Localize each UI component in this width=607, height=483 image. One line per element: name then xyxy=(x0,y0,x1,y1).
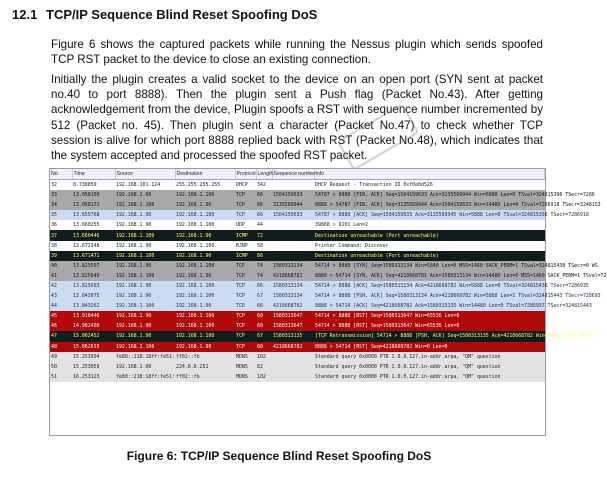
packet-cell: TCP xyxy=(235,311,256,321)
packet-cell: 1580313135 xyxy=(272,331,314,341)
packet-cell: 13.660255 xyxy=(72,220,115,230)
packet-cell: 66 xyxy=(256,200,272,210)
packet-cell: 192.168.1.90 xyxy=(115,241,175,251)
packet-cell: 67 xyxy=(256,291,272,301)
packet-cell: 36 xyxy=(50,220,72,230)
packet-cell: 8.738859 xyxy=(72,180,115,191)
packet-cell: 54714 > 8888 [PSH, ACK] Seq=1580313134 Ack=4218668782 Win=5888 Len=1 TSval=324815443 TSecr=728693 xyxy=(314,291,545,301)
packet-row[interactable] xyxy=(50,190,545,200)
section-number: 12.1 xyxy=(12,7,38,22)
packet-cell: TCP xyxy=(235,210,256,220)
column-header[interactable]: Source xyxy=(115,169,175,180)
packet-cell xyxy=(272,230,314,240)
packet-cell: TCP xyxy=(235,301,256,311)
packet-cell: 54714 > 8888 [ACK] Seq=1580313134 Ack=4218668782 Win=5888 Len=0 TSval=324815438 TSecr=7286935 xyxy=(314,281,545,291)
packet-cell: ff02::fb xyxy=(175,352,235,362)
column-header[interactable]: Info xyxy=(314,169,545,180)
packet-cell: Destination unreachable (Port unreachable) xyxy=(314,251,545,261)
packet-cell: TCP xyxy=(235,291,256,301)
packet-cell: 3135569944 xyxy=(272,200,314,210)
packet-cell: Destination unreachable (Port unreachable) xyxy=(314,230,545,240)
packet-list-header xyxy=(50,169,545,180)
packet-cell: 192.168.1.90 xyxy=(115,261,175,271)
packet-cell: 42 xyxy=(50,281,72,291)
packet-cell: 15.253059 xyxy=(72,362,115,372)
packet-cell: UDP xyxy=(235,220,256,230)
packet-cell: 44 xyxy=(256,220,272,230)
packet-cell: 192.168.1.90 xyxy=(115,331,175,341)
packet-cell: 1580313134 xyxy=(272,281,314,291)
packet-cell: 192.168.1.100 xyxy=(175,190,235,200)
packet-cell: 192.168.1.100 xyxy=(115,200,175,210)
packet-cell: 192.168.1.90 xyxy=(115,311,175,321)
packet-cell: TCP xyxy=(235,190,256,200)
packet-cell: 1580313134 xyxy=(272,291,314,301)
column-header[interactable]: Protocol xyxy=(235,169,256,180)
packet-cell: 13.660446 xyxy=(72,230,115,240)
packet-cell: 13.671348 xyxy=(72,241,115,251)
packet-cell: 192.168.1.90 xyxy=(115,220,175,230)
figure-caption: Figure 6: TCP/IP Sequence Blind Reset Spoofing DoS xyxy=(126,449,432,463)
packet-cell: 192.168.1.100 xyxy=(115,271,175,281)
packet-row[interactable] xyxy=(50,281,545,291)
packet-cell: 192.168.1.90 xyxy=(115,190,175,200)
packet-cell: TCP xyxy=(235,271,256,281)
packet-cell: 82 xyxy=(256,362,272,372)
packet-cell: 60 xyxy=(256,311,272,321)
packet-row[interactable] xyxy=(50,251,545,261)
packet-cell: ICMP xyxy=(235,230,256,240)
packet-cell: 74 xyxy=(256,271,272,281)
packet-cell: 15.062452 xyxy=(72,331,115,341)
column-header[interactable]: Time xyxy=(72,169,115,180)
packet-cell: 192.168.1.100 xyxy=(115,251,175,261)
packet-row[interactable] xyxy=(50,301,545,311)
packet-cell: 38 xyxy=(50,241,72,251)
packet-cell: 192.168.1.90 xyxy=(175,251,235,261)
packet-cell: 13.825645 xyxy=(72,271,115,281)
packet-row[interactable] xyxy=(50,331,545,341)
packet-cell: 1504159633 xyxy=(272,210,314,220)
packet-cell: 192.168.1.100 xyxy=(175,281,235,291)
packet-cell: 192.168.1.100 xyxy=(115,342,175,352)
packet-cell: 54787 > 8888 [ACK] Seq=1504159633 Ack=3135569945 Win=5888 Len=0 TSval=324815396 TSecr=7286918 xyxy=(314,210,545,220)
packet-row[interactable] xyxy=(50,200,545,210)
packet-cell: 66 xyxy=(256,301,272,311)
column-header[interactable]: No. xyxy=(50,169,72,180)
packet-row[interactable] xyxy=(50,291,545,301)
packet-cell: 13.655768 xyxy=(72,210,115,220)
packet-cell: 49 xyxy=(50,352,72,362)
packet-cell: 255.255.255.255 xyxy=(175,180,235,191)
packet-cell: 39868 > 9101 Len=2 xyxy=(314,220,545,230)
column-header[interactable]: Destination xyxy=(175,169,235,180)
packet-cell: 8888 > 54787 [FIN, ACK] Seq=3135569944 Ack=1504159633 Win=14480 Len=0 TSval=7286918 TSecr=3248153 xyxy=(314,200,545,210)
packet-cell: ICMP xyxy=(235,251,256,261)
packet-cell: 43 xyxy=(50,291,72,301)
packet-cell: 54714 > 8888 [RST] Seq=1580313647 Win=65536 Len=0 xyxy=(314,311,545,321)
packet-cell xyxy=(272,180,314,191)
packet-row[interactable] xyxy=(50,210,545,220)
packet-cell: 102 xyxy=(256,372,272,382)
packet-cell: 192.168.1.90 xyxy=(175,200,235,210)
packet-row[interactable] xyxy=(50,352,545,362)
packet-cell: 13.843262 xyxy=(72,301,115,311)
packet-cell: 35 xyxy=(50,210,72,220)
packet-cell: 224.0.0.251 xyxy=(175,362,235,372)
packet-cell xyxy=(272,352,314,362)
packet-cell: 1580313647 xyxy=(272,311,314,321)
packet-cell: ff02::fb xyxy=(175,372,235,382)
packet-cell: 14.982408 xyxy=(72,321,115,331)
packet-cell: DHCP xyxy=(235,180,256,191)
packet-capture-screenshot xyxy=(49,168,607,436)
packet-cell: 102 xyxy=(256,352,272,362)
packet-row[interactable] xyxy=(50,362,545,372)
packet-cell: 74 xyxy=(256,261,272,271)
packet-cell: 45 xyxy=(50,311,72,321)
packet-cell: MDNS xyxy=(235,362,256,372)
packet-cell: 4218668782 xyxy=(272,342,314,352)
packet-cell: 41 xyxy=(50,271,72,281)
packet-cell: [TCP Retransmission] 54714 > 8888 [PSH, ACK] Seq=1580313135 Ack=4218668782 Win=5888 Len=1 TSval= xyxy=(314,331,545,341)
packet-cell: fe80::218:18ff:fe51: xyxy=(115,352,175,362)
packet-cell: 34 xyxy=(50,200,72,210)
packet-cell: 60 xyxy=(256,321,272,331)
packet-cell: 16.253123 xyxy=(72,372,115,382)
packet-cell: 192.168.1.100 xyxy=(115,230,175,240)
packet-cell: 192.168.1.100 xyxy=(175,210,235,220)
packet-cell: 1504159633 xyxy=(272,190,314,200)
packet-row[interactable] xyxy=(50,372,545,382)
packet-cell xyxy=(272,241,314,251)
packet-row[interactable] xyxy=(50,342,545,352)
packet-cell: 60 xyxy=(256,342,272,352)
column-header[interactable]: Sequence number xyxy=(272,169,314,180)
packet-cell: 192.168.1.100 xyxy=(175,241,235,251)
packet-row[interactable] xyxy=(50,261,545,271)
packet-cell: 50 xyxy=(50,362,72,372)
packet-cell: 8888 > 54714 [SYN, ACK] Seq=4218668781 Ack=1580313134 Win=14480 Len=0 MSS=1460 SACK_PERM=1 TSval=72 xyxy=(314,271,545,281)
packet-cell: 13.825597 xyxy=(72,261,115,271)
packet-cell: 32 xyxy=(50,180,72,191)
packet-cell: 192.168.1.100 xyxy=(115,301,175,311)
packet-cell: TCP xyxy=(235,321,256,331)
packet-cell: DHCP Request - Transaction ID 0xf0e0d526 xyxy=(314,180,545,191)
packet-cell: Standard query 0x0000 PTR 1.0.0.127.in-addr.arpa, "QM" question xyxy=(314,362,545,372)
packet-cell: fe80::218:18ff:fe51: xyxy=(115,372,175,382)
packet-cell: TCP xyxy=(235,342,256,352)
packet-cell: 192.168.1.100 xyxy=(175,331,235,341)
packet-cell: TCP xyxy=(235,200,256,210)
column-header[interactable]: Length xyxy=(256,169,272,180)
packet-cell: 192.168.1.90 xyxy=(115,362,175,372)
packet-cell: 58 xyxy=(256,241,272,251)
packet-cell: 13.058171 xyxy=(72,200,115,210)
packet-cell: 66 xyxy=(256,281,272,291)
packet-cell: 33 xyxy=(50,190,72,200)
packet-cell xyxy=(272,362,314,372)
packet-cell: 192.168.1.90 xyxy=(175,271,235,281)
packet-cell: 40 xyxy=(50,261,72,271)
packet-cell: BJNP xyxy=(235,241,256,251)
packet-cell: 13.825683 xyxy=(72,281,115,291)
packet-cell: 67 xyxy=(256,331,272,341)
packet-list-table xyxy=(50,169,607,382)
packet-row[interactable] xyxy=(50,271,545,281)
packet-cell: 48 xyxy=(50,342,72,352)
packet-cell: 192.168.1.100 xyxy=(175,261,235,271)
packet-cell: TCP xyxy=(235,331,256,341)
packet-cell: 4218668782 xyxy=(272,301,314,311)
packet-cell: 192.168.1.100 xyxy=(175,321,235,331)
packet-cell: TCP xyxy=(235,281,256,291)
packet-cell: Standard query 0x0000 PTR 1.0.0.127.in-addr.arpa, "QM" question xyxy=(314,352,545,362)
packet-row[interactable] xyxy=(50,311,545,321)
packet-cell xyxy=(272,372,314,382)
packet-cell: 44 xyxy=(50,301,72,311)
packet-cell: 4218668781 xyxy=(272,271,314,281)
packet-cell: 192.168.101.124 xyxy=(115,180,175,191)
packet-cell: 192.168.1.100 xyxy=(175,220,235,230)
packet-cell: 15.253994 xyxy=(72,352,115,362)
packet-row[interactable] xyxy=(50,220,545,230)
packet-cell: 46 xyxy=(50,321,72,331)
packet-row[interactable] xyxy=(50,180,545,191)
packet-cell: 192.168.1.90 xyxy=(175,230,235,240)
packet-cell: 13.918446 xyxy=(72,311,115,321)
packet-cell: 54714 > 8888 [SYN] Seq=1580313134 Win=5840 Len=0 MSS=1460 SACK_PERM=1 TSval=324815438 TSecr=0 WS xyxy=(314,261,545,271)
packet-cell: 54787 > 8888 [FIN, ACK] Seq=1504159633 Ack=3135569944 Win=5888 Len=0 TSval=324815396 TSecr=7286 xyxy=(314,190,545,200)
packet-cell: 192.168.1.90 xyxy=(115,210,175,220)
packet-cell: 8888 > 54714 [RST] Seq=4218668782 Win=0 Len=0 xyxy=(314,342,545,352)
packet-cell: 72 xyxy=(256,230,272,240)
packet-list-body xyxy=(50,180,607,382)
explanation-paragraph: Initially the plugin creates a valid socket to the device on an open port (SYN sent at packet no.40 to port 8888). Then the plugin sent a Push flag (Packet No.43). After getting acknowledgement from the device, Plugin spoofs a RST with sequence number incremented by 512 (Packet no. 45). Then plugin sent a character (Packet No.47) to check whether TCP session is alive for which port 8888 replied back with RST (Packet No.48), which indicates that the system accepted and processed the spoofed RST packet. xyxy=(51,73,543,163)
packet-cell: MDNS xyxy=(235,372,256,382)
packet-cell: 15.062655 xyxy=(72,342,115,352)
packet-cell: 54714 > 8888 [RST] Seq=1580313647 Win=65536 Len=0 xyxy=(314,321,545,331)
packet-cell: 51 xyxy=(50,372,72,382)
packet-cell: 192.168.1.100 xyxy=(175,291,235,301)
section-heading xyxy=(12,7,317,22)
packet-cell: 1580313134 xyxy=(272,261,314,271)
intro-paragraph: Figure 6 shows the captured packets while running the Nessus plugin which sends spoofed TCP RST packet to the device to close an existing connection. xyxy=(51,38,543,67)
packet-cell: 342 xyxy=(256,180,272,191)
packet-cell: MDNS xyxy=(235,352,256,362)
packet-cell: 192.168.1.90 xyxy=(115,291,175,301)
packet-cell: 192.168.1.90 xyxy=(175,342,235,352)
packet-cell: Standard query 0x0000 PTR 1.0.0.127.in-addr.arpa, "QM" question xyxy=(314,372,545,382)
packet-cell: 192.168.1.90 xyxy=(115,281,175,291)
packet-cell: 37 xyxy=(50,230,72,240)
packet-cell: 47 xyxy=(50,331,72,341)
packet-cell: 13.671471 xyxy=(72,251,115,261)
packet-cell: 13.843075 xyxy=(72,291,115,301)
packet-cell: 13.058150 xyxy=(72,190,115,200)
packet-cell: 1580313647 xyxy=(272,321,314,331)
packet-cell: TCP xyxy=(235,261,256,271)
packet-cell: 8888 > 54714 [ACK] Seq=4218668782 Ack=1580313135 Win=14480 Len=0 TSval=7286937 TSecr=324815443 xyxy=(314,301,545,311)
packet-cell: 39 xyxy=(50,251,72,261)
packet-cell: 86 xyxy=(256,251,272,261)
packet-cell xyxy=(272,220,314,230)
packet-cell xyxy=(272,251,314,261)
packet-row[interactable] xyxy=(50,230,545,240)
packet-row[interactable] xyxy=(50,241,545,251)
packet-cell: 192.168.1.100 xyxy=(175,311,235,321)
section-title: TCP/IP Sequence Blind Reset Spoofing DoS xyxy=(46,7,318,22)
packet-cell: 192.168.1.90 xyxy=(115,321,175,331)
packet-row[interactable] xyxy=(50,321,545,331)
packet-cell: 66 xyxy=(256,210,272,220)
packet-cell: 66 xyxy=(256,190,272,200)
packet-cell: Printer Command: Discover xyxy=(314,241,545,251)
packet-cell: 192.168.1.90 xyxy=(175,301,235,311)
